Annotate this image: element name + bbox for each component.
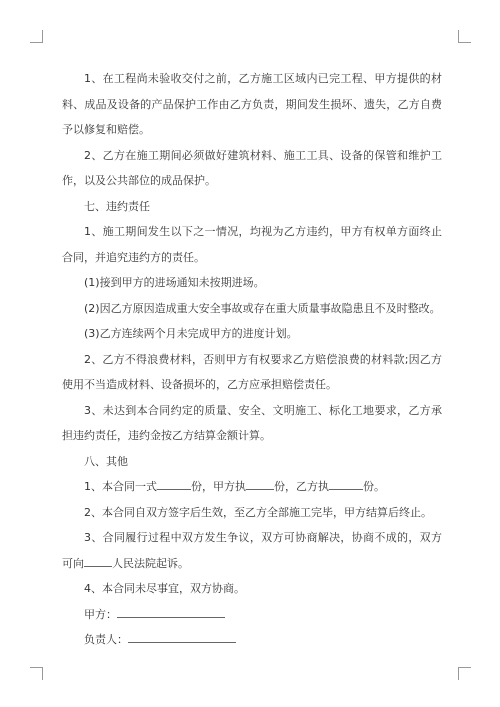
section-heading-breach: 七、违约责任: [84, 199, 150, 213]
crop-mark-top-left: [30, 30, 43, 43]
paragraph-material-care: 2、乙方在施工期间必须做好建筑材料、施工工具、设备的保管和维护工作，以及公共部位的成品保护。: [62, 148, 442, 187]
list-item-breach-1: (1)接到甲方的进场通知未按期进场。: [84, 276, 265, 289]
court-blank: [84, 553, 112, 567]
copies-party-b-blank: [329, 476, 363, 490]
list-item-breach-3: (3)乙方连续两个月未完成甲方的进度计划。: [84, 327, 298, 340]
party-a-blank: [117, 604, 225, 618]
document-body: [62, 66, 442, 653]
copies-text-3: 份，乙方执: [274, 480, 329, 493]
paragraph-unresolved: 4、本合同未尽事宜，双方协商。: [84, 582, 245, 595]
paragraph-effective: 2、本合同自双方签字后生效，至乙方全部施工完毕，甲方结算后终止。: [84, 505, 432, 519]
dispute-text-2: 人民法院起诉。: [112, 556, 189, 570]
paragraph-quality-requirement: 3、未达到本合同约定的质量、安全、文明施工、标化工地要求，乙方承担违约责任，违约金按乙方结算金额计算。: [62, 403, 442, 442]
dispute-text-1: 3、合同履行过程中双方发生争议，双方可协商解决，协商不成的，双方可向: [62, 531, 442, 570]
signature-responsible: [62, 627, 442, 653]
copies-party-a-blank: [246, 476, 274, 490]
section-heading-other: 八、其他: [84, 454, 128, 468]
copies-text-4: 份。: [363, 480, 385, 493]
paragraph-material-waste: 2、乙方不得浪费材料，否则甲方有权要求乙方赔偿浪费的材料款;因乙方使用不当造成材料、设备损坏的，乙方应承担赔偿责任。: [62, 352, 442, 391]
signature-party-a: [62, 602, 442, 628]
paragraph-dispute: [62, 525, 442, 576]
party-a-label: 甲方：: [84, 607, 117, 621]
responsible-label: 负责人：: [84, 633, 128, 646]
paragraph-breach-conditions: 1、施工期间发生以下之一情况，均视为乙方违约，甲方有权单方面终止合同，并追究违约方的责任。: [62, 225, 442, 264]
crop-mark-bottom-left: [30, 667, 43, 680]
crop-mark-bottom-right: [458, 667, 471, 680]
copies-text-1: 1、本合同一式: [84, 480, 157, 493]
copies-text-2: 份，甲方执: [191, 480, 246, 493]
crop-mark-top-right: [458, 30, 471, 43]
paragraph-copies: [62, 474, 442, 500]
copies-total-blank: [157, 476, 191, 490]
list-item-breach-2: (2)因乙方原因造成重大安全事故或存在重大质量事故隐患且不及时整改。: [84, 301, 441, 315]
paragraph-product-protection: 1、在工程尚未验收交付之前，乙方施工区域内已完工程、甲方提供的材料、成品及设备的产品保护工作由乙方负责，期间发生损坏、遗失，乙方自费予以修复和赔偿。: [62, 72, 442, 136]
responsible-blank: [128, 629, 236, 643]
